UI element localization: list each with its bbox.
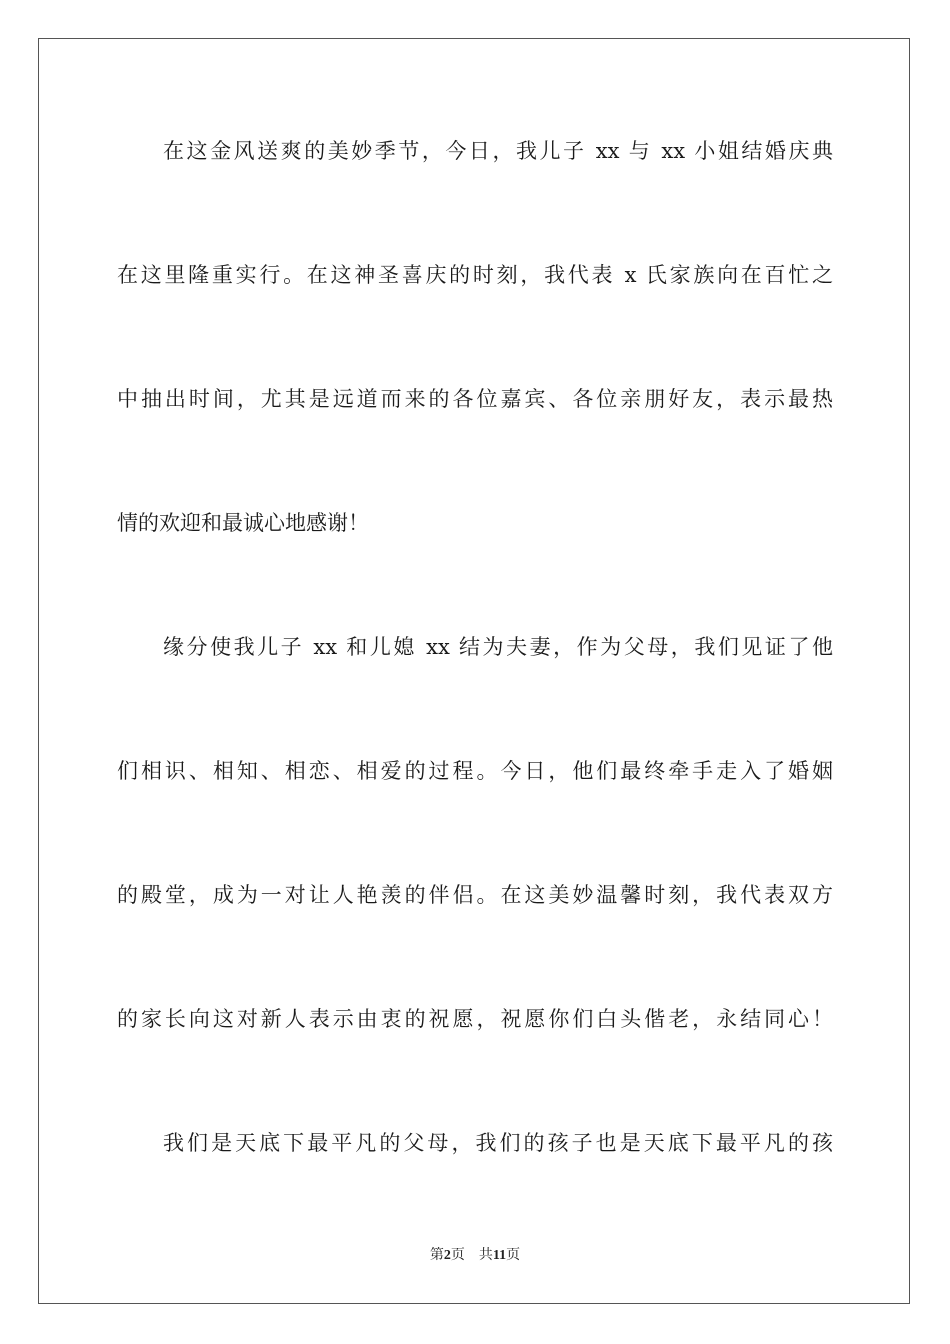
page-suffix: 页: [450, 1248, 465, 1263]
total-suffix: 页: [506, 1248, 521, 1263]
paragraph-2-line-1: 缘分使我儿子 xx 和儿媳 xx 结为夫妻，作为父母，我们见证了他: [163, 635, 833, 659]
page-prefix: 第: [429, 1248, 444, 1263]
total-page-count: 11: [492, 1248, 507, 1263]
paragraph-1-line-1: 在这金风送爽的美妙季节，今日，我儿子 xx 与 xx 小姐结婚庆典: [163, 139, 833, 163]
paragraph-1-line-3: 中抽出时间，尤其是远道而来的各位嘉宾、各位亲朋好友，表示最热: [117, 387, 833, 411]
paragraph-2-line-4: 的家长向这对新人表示由衷的祝愿，祝愿你们白头偕老，永结同心！: [117, 1007, 833, 1031]
paragraph-2-line-3: 的殿堂，成为一对让人艳羡的伴侣。在这美妙温馨时刻，我代表双方: [117, 883, 833, 907]
total-prefix: 共: [478, 1248, 493, 1263]
paragraph-2-line-2: 们相识、相知、相恋、相爱的过程。今日，他们最终牵手走入了婚姻: [117, 759, 833, 783]
current-page-number: 2: [443, 1248, 451, 1263]
page-footer: [0, 1246, 950, 1266]
paragraph-1-line-4: 情的欢迎和最诚心地感谢！: [117, 511, 369, 535]
page-border: [38, 38, 910, 1304]
paragraph-3-line-1: 我们是天底下最平凡的父母，我们的孩子也是天底下最平凡的孩: [163, 1131, 833, 1155]
paragraph-1-line-2: 在这里隆重实行。在这神圣喜庆的时刻，我代表 x 氏家族向在百忙之: [117, 263, 833, 287]
